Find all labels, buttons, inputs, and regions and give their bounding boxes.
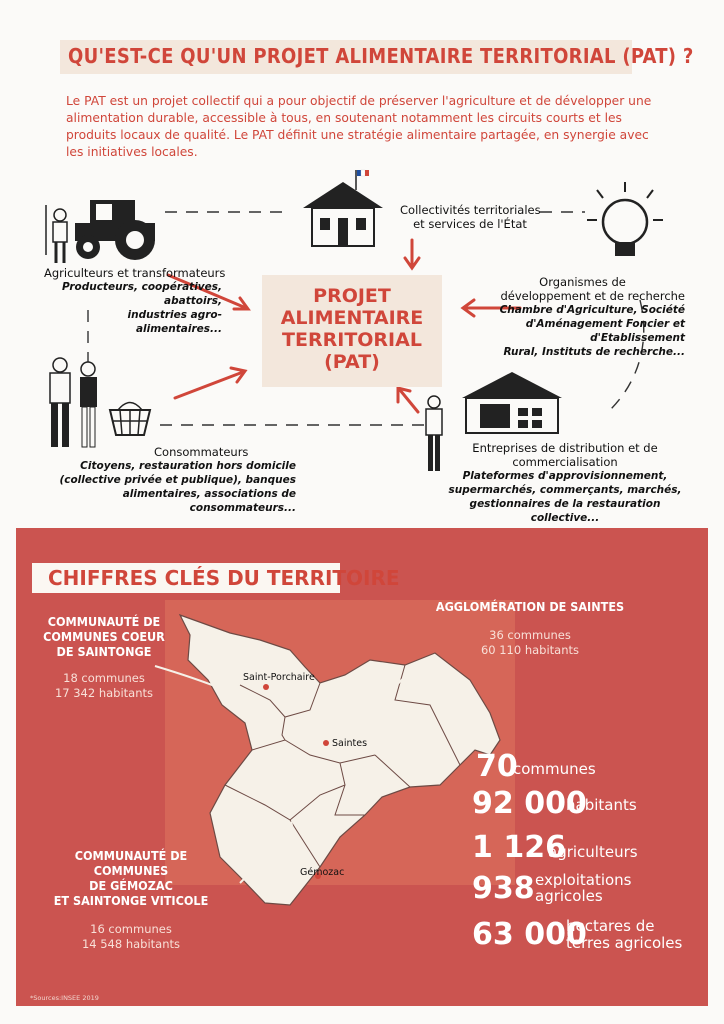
figure-exploitations-value: 938	[472, 871, 535, 906]
region-coeur-saintonge	[34, 614, 174, 701]
actor-subtitle: (collective privée et publique), banques	[59, 474, 296, 486]
figure-agriculteurs-value: 1 126	[472, 830, 566, 865]
actor-title: développement et de recherche	[500, 289, 685, 303]
actor-subtitle: Chambre d'Agriculture, Société	[499, 304, 685, 316]
region-communes: 18 communes	[63, 671, 145, 685]
region-name: COMMUNAUTÉ DE COMMUNES	[74, 848, 188, 878]
actor-subtitle: alimentaires, associations de consommateurs...	[122, 488, 296, 514]
figure-communes-label: communes	[513, 760, 596, 778]
key-figures-title: CHIFFRES CLÉS DU TERRITOIRE	[48, 566, 400, 590]
actor-organismes	[440, 275, 685, 359]
region-gemozac	[36, 848, 226, 952]
actor-entreprises	[445, 441, 685, 525]
figure-hectares-value: 63 000	[472, 917, 587, 952]
city-saintes: Saintes	[332, 738, 368, 749]
region-name: DE GÉMOZAC	[89, 878, 173, 893]
region-communes: 36 communes	[489, 628, 571, 642]
town-hall-icon	[298, 168, 388, 248]
region-name: COMMUNES COEUR	[43, 629, 165, 644]
actor-title: Organismes de	[539, 275, 626, 289]
region-habitants: 14 548 habitants	[81, 937, 181, 951]
region-name: DE SAINTONGE	[56, 644, 152, 659]
actor-subtitle: Producteurs, coopératives, abattoirs,	[61, 281, 222, 307]
actor-consommateurs	[56, 445, 296, 515]
pat-center-title	[262, 285, 442, 373]
city-gemozac: Gémozac	[300, 867, 345, 878]
tractor-farmer-icon	[40, 195, 165, 265]
actor-title: commercialisation	[512, 455, 618, 469]
actor-subtitle: d'Aménagement Foncier et d'Etablissement	[525, 318, 685, 344]
region-habitants: 60 110 habitants	[480, 643, 580, 657]
pat-center-line: PROJET	[313, 285, 391, 307]
actor-title: et services de l'État	[413, 217, 527, 231]
actor-subtitle: Plateformes d'approvisionnement,	[462, 470, 668, 482]
pat-center-line: ALIMENTAIRE	[280, 307, 424, 329]
region-saintes	[430, 599, 630, 658]
pat-center-line: TERRITORIAL	[282, 329, 422, 351]
figure-habitants-value: 92 000	[472, 786, 587, 821]
actor-title: Consommateurs	[154, 445, 249, 459]
region-habitants: 17 342 habitants	[54, 686, 154, 700]
actor-title: Collectivités territoriales	[400, 203, 541, 217]
actor-subtitle: Citoyens, restauration hors domicile	[80, 460, 296, 472]
actor-subtitle: Rural, Instituts de recherche...	[503, 346, 685, 358]
consumers-icon	[40, 355, 160, 450]
figure-agriculteurs-label: agriculteurs	[548, 843, 638, 861]
lightbulb-icon	[585, 180, 665, 270]
actor-subtitle: supermarchés, commerçants, marchés,	[448, 484, 682, 496]
actor-title: Agriculteurs et transformateurs	[44, 266, 226, 280]
region-name: ET SAINTONGE VITICOLE	[53, 893, 209, 908]
intro-paragraph: Le PAT est un projet collectif qui a pour objectif de préserver l'agriculture et de développer une alimentation durable, accessible à tous, en soutenant notamment les circuits courts et les produits locaux de qualité. Le PAT définit une stratégie alimentaire partagée, en synergie avec les initiatives locales.	[66, 94, 652, 159]
figure-hectares-label: hectares de	[566, 917, 655, 935]
actor-collectivites	[400, 203, 540, 231]
pat-center-line: (PAT)	[324, 351, 380, 373]
region-name: AGGLOMÉRATION DE SAINTES	[435, 599, 625, 614]
actor-title: Entreprises de distribution et de	[472, 441, 658, 455]
actor-agriculteurs	[44, 266, 234, 336]
actor-subtitle: industries agro-alimentaires...	[127, 309, 222, 335]
region-communes: 16 communes	[90, 922, 172, 936]
actor-subtitle: gestionnaires de la restauration collective...	[469, 498, 661, 524]
figure-communes-value: 70	[476, 749, 518, 784]
source-note: *Sources:INSEE 2019	[30, 994, 99, 1002]
figure-exploitations-label: agricoles	[535, 887, 603, 905]
region-name: COMMUNAUTÉ DE	[47, 614, 161, 629]
figure-hectares-label: terres agricoles	[566, 934, 683, 952]
city-saint-porchaire: Saint-Porchaire	[243, 672, 315, 683]
figure-habitants-label: habitants	[566, 796, 637, 814]
page-title: QU'EST-CE QU'UN PROJET ALIMENTAIRE TERRITORIAL (PAT) ?	[68, 44, 694, 68]
figure-exploitations-label: exploitations	[535, 871, 632, 889]
